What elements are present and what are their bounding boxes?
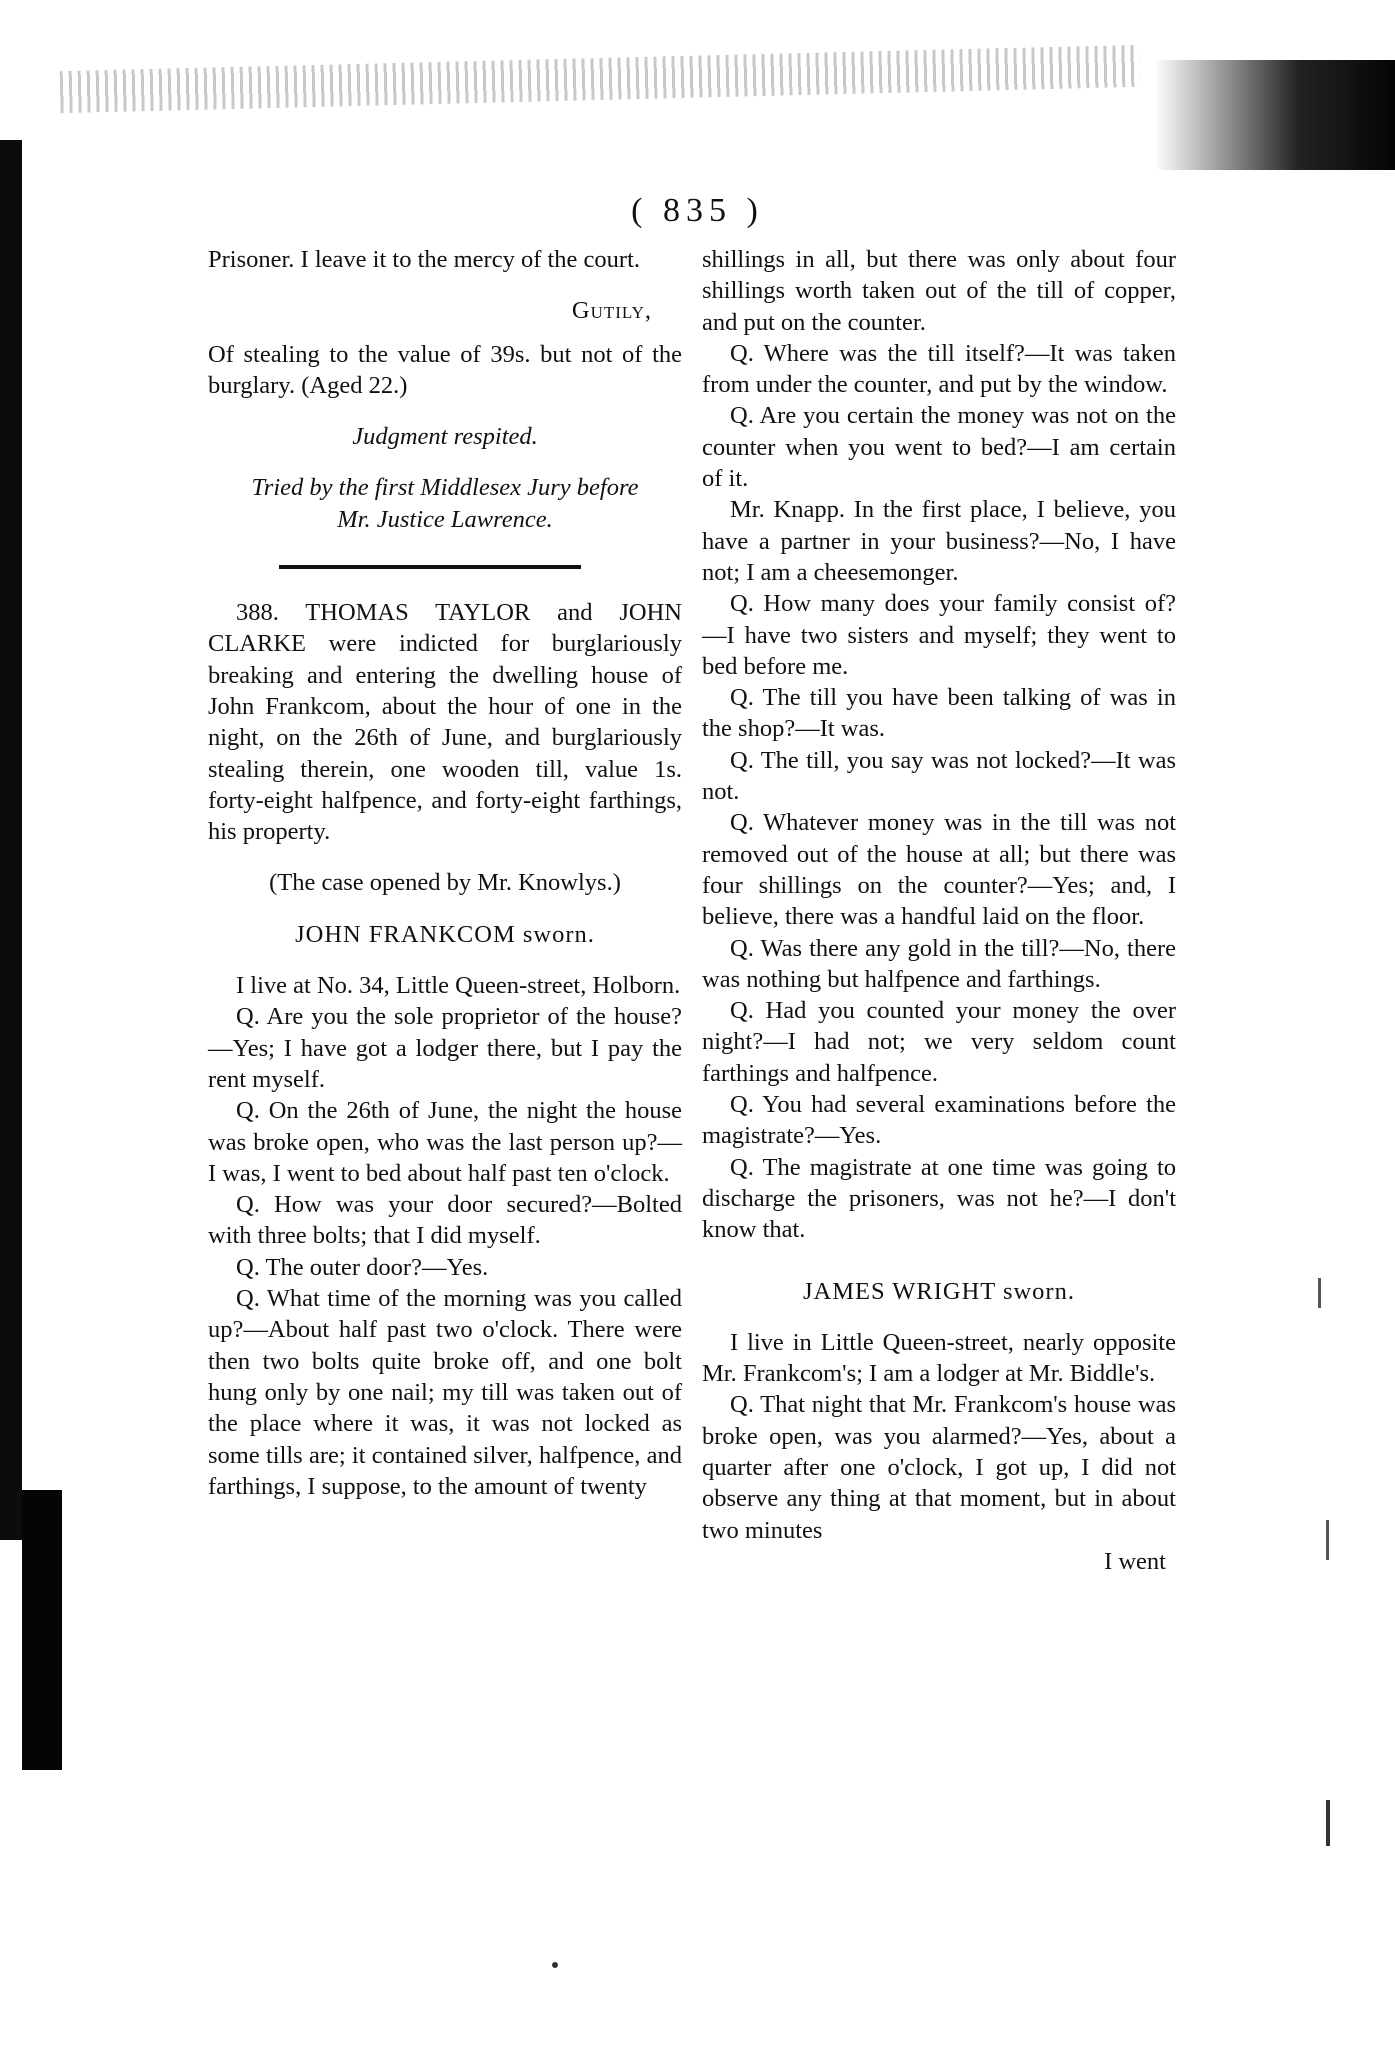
prisoner-plea: Prisoner. I leave it to the mercy of the court. xyxy=(208,246,641,273)
testimony-paragraph: Q. Where was the till itself?—It was taken from under the counter, and put by the window. xyxy=(702,339,1176,399)
testimony-paragraph: Q. On the 26th of June, the night the house was broke open, who was the last person up?—I was, I went to bed about half past ten o'clock. xyxy=(208,1097,682,1187)
scan-speck xyxy=(552,1962,558,1968)
testimony-paragraph: Mr. Knapp. In the first place, I believe, you have a partner in your business?—No, I have not; I am a cheesemonger. xyxy=(702,496,1176,586)
scan-artifact-corner xyxy=(1155,60,1395,170)
scan-artifact-left-edge xyxy=(0,140,22,1540)
verdict: Gutily, xyxy=(571,297,652,325)
testimony-paragraph: shillings in all, but there was only about four shillings worth taken out of the till of copper, and put on the counter. xyxy=(702,246,1176,336)
testimony-paragraph: Q. How many does your family consist of?—I have two sisters and myself; they went to bed before me. xyxy=(702,590,1176,680)
scan-artifact-black-bar xyxy=(22,1490,62,1770)
testimony-paragraph: I live at No. 34, Little Queen-street, Holborn. xyxy=(236,972,681,1000)
testimony-paragraph: Q. The till, you say was not locked?—It was not. xyxy=(702,746,1176,806)
witness-heading: JAMES WRIGHT sworn. xyxy=(803,1277,1075,1305)
testimony-paragraph: Q. The till you have been talking of was in the shop?—It was. xyxy=(702,684,1176,743)
testimony-paragraph: Q. Whatever money was in the till was not removed out of the house at all; but there was four shillings on the counter?—Yes; and, I believe, there was a handful laid on the floor. xyxy=(702,809,1176,931)
testimony-paragraph: Q. How was your door secured?—Bolted with three bolts; that I did myself. xyxy=(208,1191,682,1250)
scan-speck xyxy=(1326,1800,1330,1846)
scan-artifact-top xyxy=(60,45,1141,113)
testimony-paragraph: Q. That night that Mr. Frankcom's house was broke open, was you alarmed?—Yes, about a quarter after one o'clock, I got up, I did not observe any thing at that moment, but in about two minutes xyxy=(702,1391,1176,1544)
testimony-paragraph: Q. The magistrate at one time was going to discharge the prisoners, was not he?—I don't know that. xyxy=(702,1153,1176,1244)
right-column xyxy=(702,244,1176,1577)
case-opened: (The case opened by Mr. Knowlys.) xyxy=(269,869,621,897)
scan-speck xyxy=(1326,1520,1329,1560)
section-divider xyxy=(279,565,581,569)
left-column xyxy=(208,244,682,1502)
case-indictment: 388. THOMAS TAYLOR and JOHN CLARKE were indicted for burglariously breaking and entering the dwelling house of John Frankcom, about the hour of one in the night, on the 26th of June, and burglariously stealing therein, one wooden till, value 1s. forty-eight halfpence, and forty-eight farthings, his property. xyxy=(208,599,682,846)
tried-before-line2: Mr. Justice Lawrence. xyxy=(337,505,553,533)
page-number: ( 835 ) xyxy=(631,192,764,229)
catchword: I went xyxy=(1104,1547,1166,1575)
verdict-detail: Of stealing to the value of 39s. but not of the burglary. (Aged 22.) xyxy=(208,340,682,399)
judgment: Judgment respited. xyxy=(352,423,538,451)
testimony-paragraph: Q. Had you counted your money the over night?—I had not; we very seldom count farthings and halfpence. xyxy=(702,997,1176,1087)
testimony-paragraph: Q. Was there any gold in the till?—No, there was nothing but halfpence and farthings. xyxy=(702,934,1176,993)
witness-heading: JOHN FRANKCOM sworn. xyxy=(295,920,595,948)
tried-before-line1: Tried by the first Middlesex Jury before xyxy=(251,474,639,502)
testimony-paragraph: Q. Are you the sole proprietor of the house?—Yes; I have got a lodger there, but I pay the rent myself. xyxy=(208,1003,682,1093)
testimony-paragraph: Q. You had several examinations before the magistrate?—Yes. xyxy=(702,1091,1176,1150)
testimony-paragraph: Q. Are you certain the money was not on the counter when you went to bed?—I am certain of it. xyxy=(702,402,1176,493)
scan-speck xyxy=(1318,1278,1321,1308)
testimony-paragraph: Q. The outer door?—Yes. xyxy=(236,1253,489,1281)
testimony-paragraph: Q. What time of the morning was you called up?—About half past two o'clock. There were then two bolts quite broke off, and one bolt hung only by one nail; my till was taken out of the place where it was, it was not locked as some tills are; it contained silver, halfpence, and farthings, I suppose, to the amount of twenty xyxy=(208,1285,682,1500)
testimony-paragraph: I live in Little Queen-street, nearly opposite Mr. Frankcom's; I am a lodger at Mr. Biddle's. xyxy=(702,1328,1176,1388)
